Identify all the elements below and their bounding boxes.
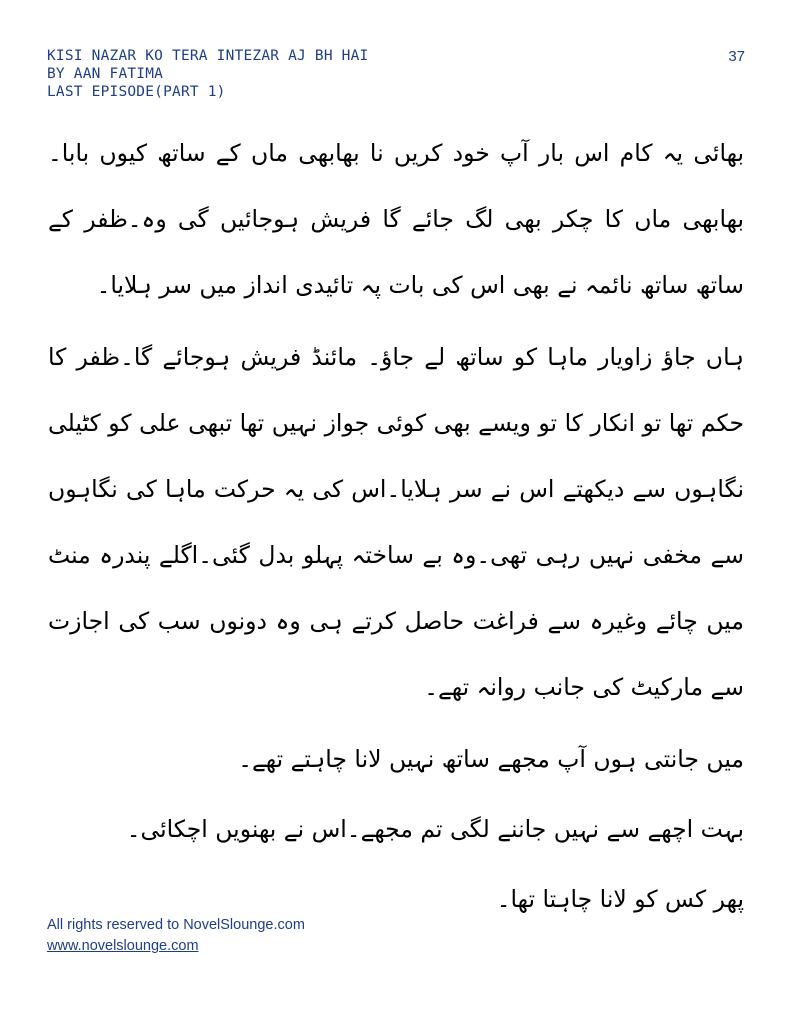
- novel-title: KISI NAZAR KO TERA INTEZAR AJ BH HAI: [47, 48, 369, 64]
- paragraph-2: ہاں جاؤ زاویار ماہا کو ساتھ لے جاؤ۔ مائنڈ فریش ہوجائے گا۔ظفر کا حکم تھا تو انکار کا تو ویسے بھی کوئی جواز نہیں تھا تبھی علی کو کٹیلی نگاہوں سے دیکھتے اس نے سر ہلایا۔اس کی یہ حرکت ماہا کی نگاہوں سے مخفی نہیں رہی تھی۔وہ بے ساختہ پہلو بدل گئی۔اگلے پندرہ منٹ میں چائے وغیرہ سے فراغت حاصل کرتے ہی وہ دونوں سب کی اجازت سے مارکیٹ کی جانب روانہ تھے۔: [48, 343, 744, 701]
- paragraph-5: پھر کس کو لانا چاہتا تھا۔: [496, 885, 744, 913]
- paragraph-1: بھائی یہ کام اس بار آپ خود کریں نا بھابھی ماں کے ساتھ کیوں بابا۔ بھابھی ماں کا چکر بھی لگ جائے گا فریش ہوجائیں گی وہ۔ظفر کے ساتھ ساتھ نائمہ نے بھی اس کی بات پہ تائیدی انداز میں سر ہلایا۔: [48, 139, 744, 299]
- author-line: BY AAN FATIMA: [47, 66, 164, 82]
- rights-notice: All rights reserved to NovelSlounge.com: [47, 917, 305, 933]
- document-header: [47, 47, 368, 101]
- website-link[interactable]: www.novelslounge.com: [47, 938, 199, 954]
- story-body: [48, 120, 744, 936]
- page-number: 37: [728, 48, 745, 65]
- document-footer: [47, 915, 305, 957]
- paragraph-3: میں جانتی ہوں آپ مجھے ساتھ نہیں لانا چاہتے تھے۔: [238, 745, 744, 773]
- paragraph-4: بہت اچھے سے نہیں جاننے لگی تم مجھے۔اس نے بھنویں اچکائی۔: [126, 815, 744, 843]
- episode-line: LAST EPISODE(PART 1): [47, 84, 226, 100]
